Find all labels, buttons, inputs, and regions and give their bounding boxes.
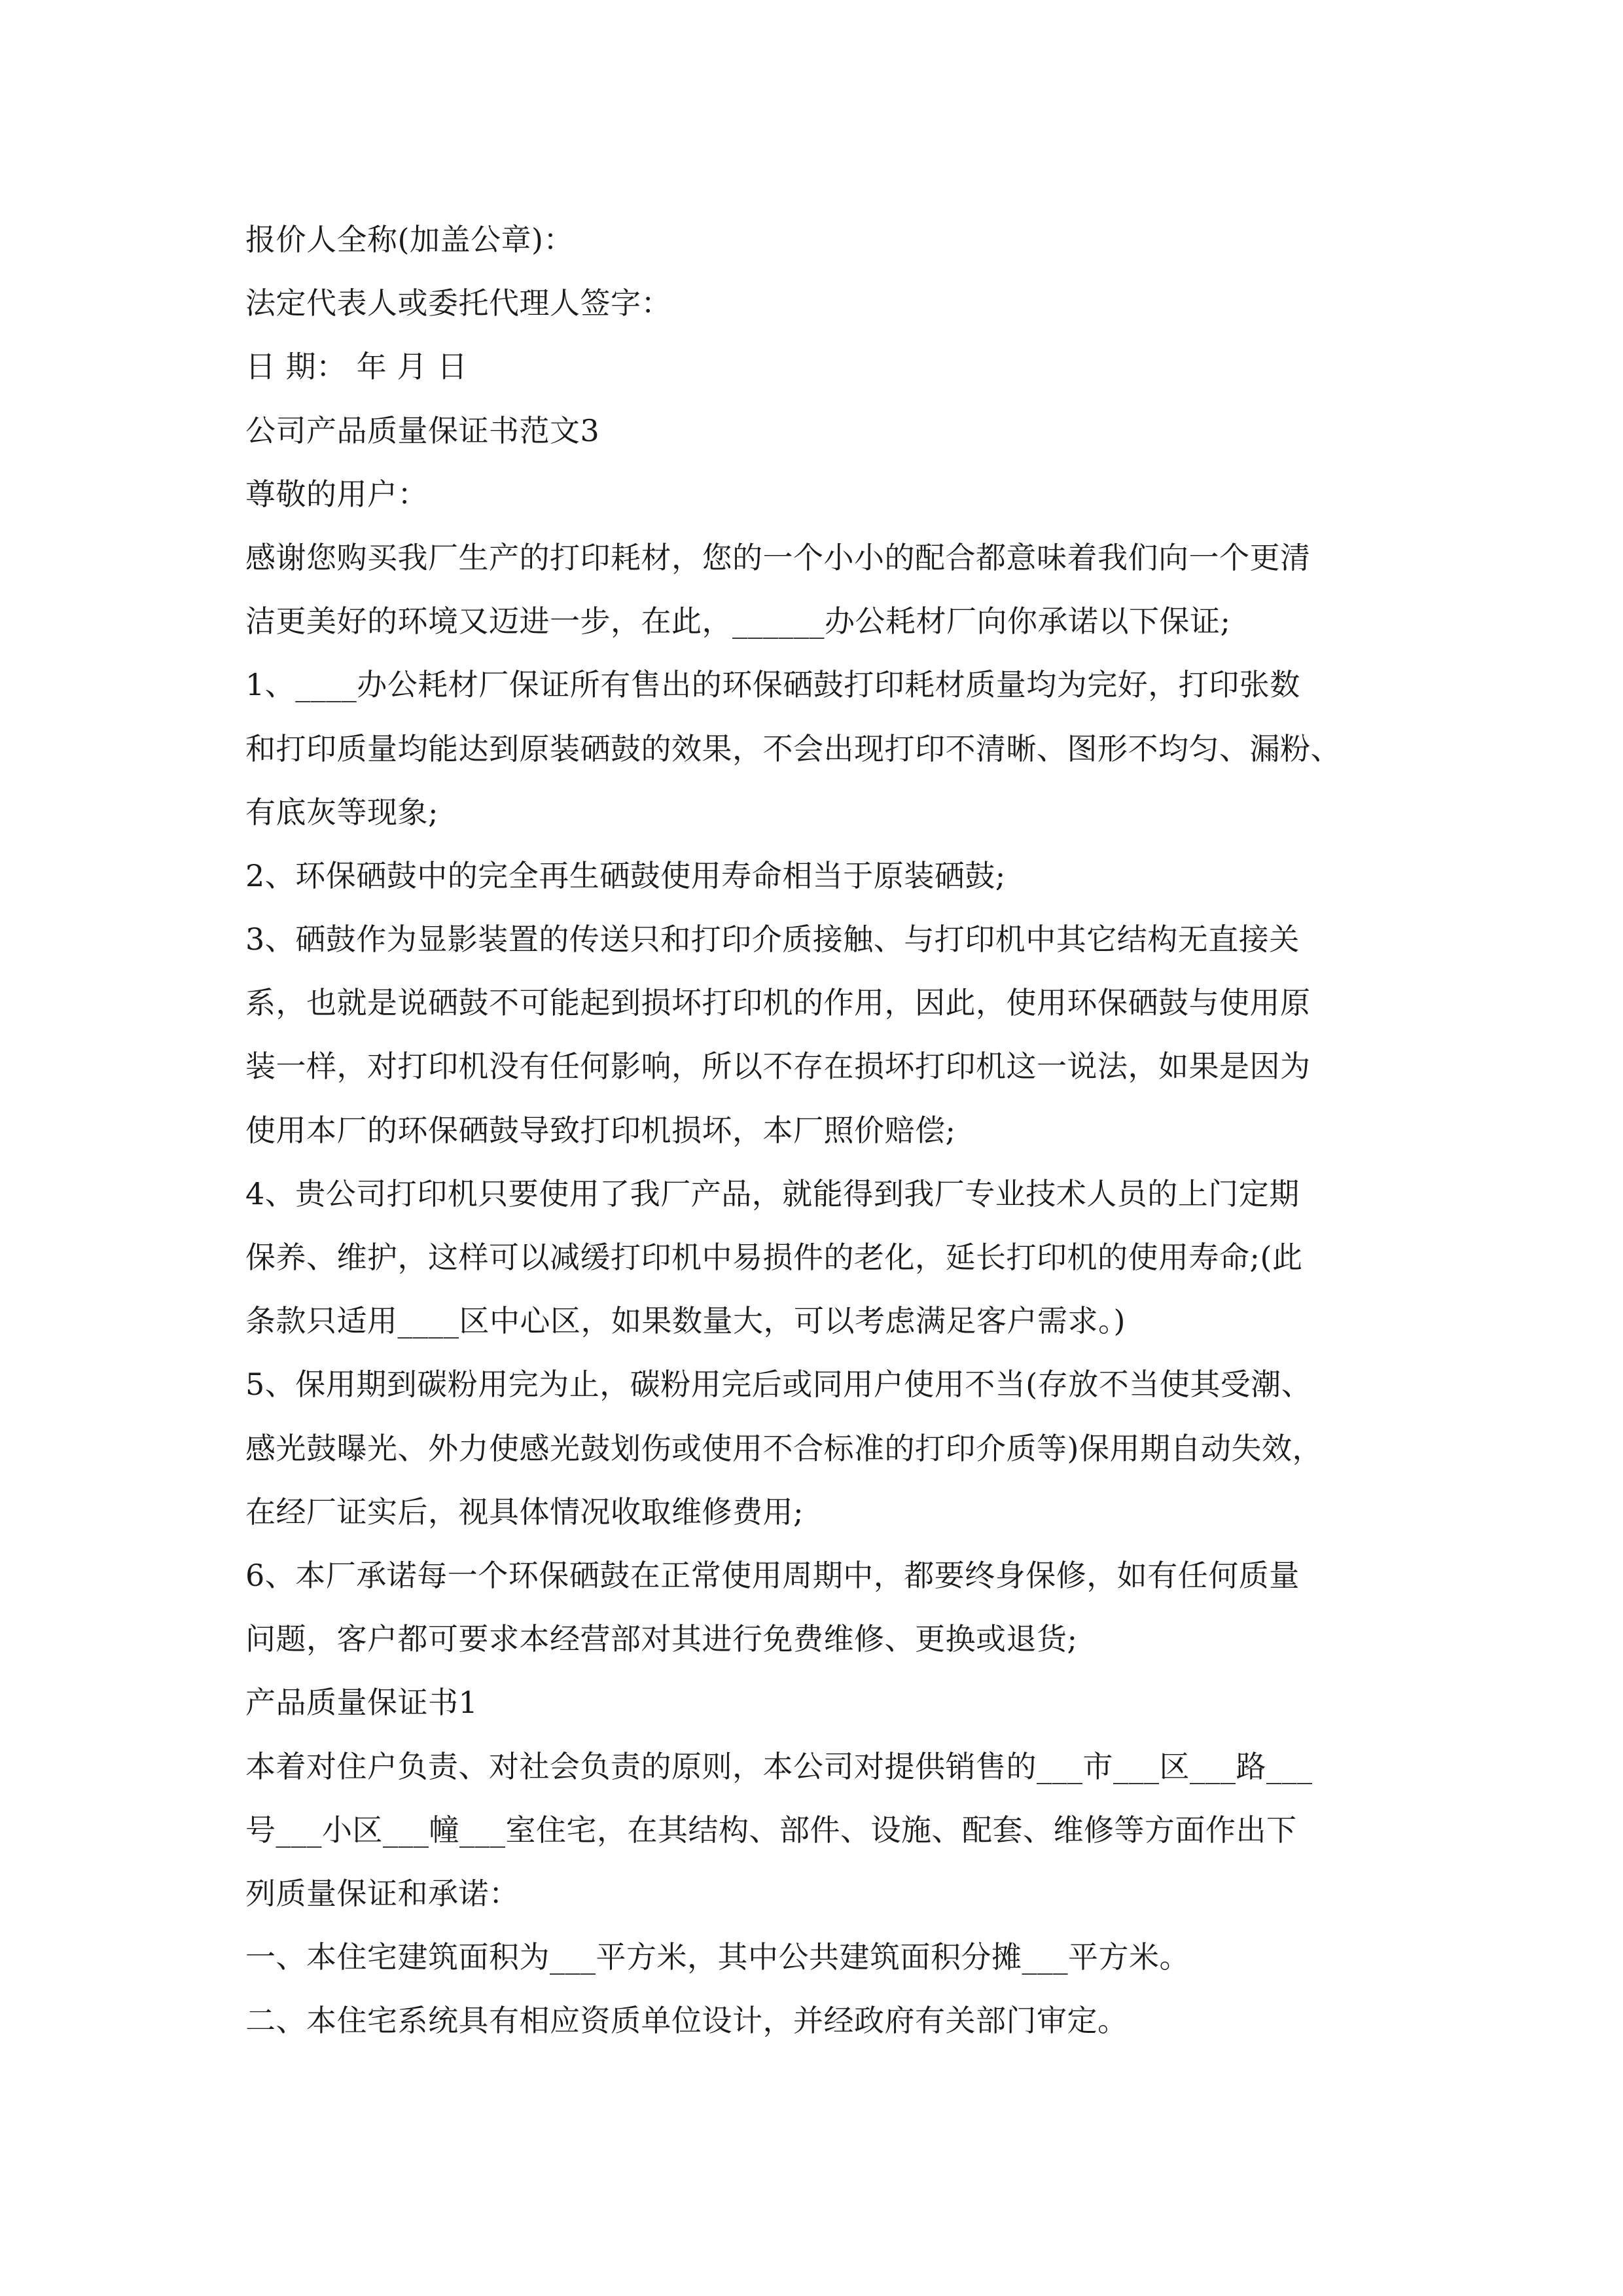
text-line: 2、环保硒鼓中的完全再生硒鼓使用寿命相当于原装硒鼓; [245, 857, 1006, 893]
document-body [245, 208, 1384, 2053]
text-line: 一、本住宅建筑面积为___平方米，其中公共建筑面积分摊___平方米。 [245, 1939, 1190, 1975]
text-line: 3、硒鼓作为显影装置的传送只和打印介质接触、与打印机中其它结构无直接关 [245, 922, 1300, 958]
text-line: 问题，客户都可要求本经营部对其进行免费维修、更换或退货; [245, 1621, 1078, 1657]
text-line: 二、本住宅系统具有相应资质单位设计，并经政府有关部门审定。 [245, 2003, 1128, 2039]
text-line: 感谢您购买我厂生产的打印耗材，您的一个小小的配合都意味着我们向一个更清 [245, 539, 1311, 575]
text-line: 日 期： 年 月 日 [245, 349, 468, 385]
text-line: 尊敬的用户： [245, 476, 428, 512]
text-line: 5、保用期到碳粉用完为止，碳粉用完后或同用户使用不当(存放不当使其受潮、 [245, 1367, 1312, 1403]
text-line: 装一样，对打印机没有任何影响，所以不存在损坏打印机这一说法，如果是因为 [245, 1049, 1311, 1085]
text-line: 号___小区___幢___室住宅，在其结构、部件、设施、配套、维修等方面作出下 [245, 1812, 1297, 1848]
text-line: 保养、维护，这样可以减缓打印机中易损件的老化，延长打印机的使用寿命;(此 [245, 1240, 1303, 1275]
section-heading: 公司产品质量保证书范文3 [245, 412, 600, 448]
text-line: 洁更美好的环境又迈进一步，在此，______办公耗材厂向你承诺以下保证; [245, 603, 1231, 639]
text-line: 4、贵公司打印机只要使用了我厂产品，就能得到我厂专业技术人员的上门定期 [245, 1175, 1300, 1211]
text-line: 有底灰等现象; [245, 794, 438, 830]
text-line: 在经厂证实后，视具体情况收取维修费用; [245, 1494, 804, 1530]
text-line: 本着对住户负责、对社会负责的原则，本公司对提供销售的___市___区___路___ [245, 1748, 1313, 1784]
text-line: 和打印质量均能达到原装硒鼓的效果，不会出现打印不清晰、图形不均匀、漏粉、 [245, 730, 1341, 766]
text-line: 系，也就是说硒鼓不可能起到损坏打印机的作用，因此，使用环保硒鼓与使用原 [245, 985, 1311, 1021]
text-line: 1、____办公耗材厂保证所有售出的环保硒鼓打印耗材质量均为完好，打印张数 [245, 667, 1300, 703]
text-line: 法定代表人或委托代理人签字： [245, 285, 671, 321]
text-line: 报价人全称(加盖公章)： [245, 222, 574, 257]
text-line: 条款只适用____区中心区，如果数量大，可以考虑满足客户需求。) [245, 1303, 1126, 1339]
text-line: 感光鼓曝光、外力使感光鼓划伤或使用不合标准的打印介质等)保用期自动失效， [245, 1430, 1323, 1466]
text-line: 6、本厂承诺每一个环保硒鼓在正常使用周期中，都要终身保修，如有任何质量 [245, 1557, 1300, 1593]
section-heading: 产品质量保证书1 [245, 1685, 478, 1721]
text-line: 使用本厂的环保硒鼓导致打印机损坏，本厂照价赔偿; [245, 1112, 956, 1148]
text-line: 列质量保证和承诺： [245, 1875, 520, 1911]
